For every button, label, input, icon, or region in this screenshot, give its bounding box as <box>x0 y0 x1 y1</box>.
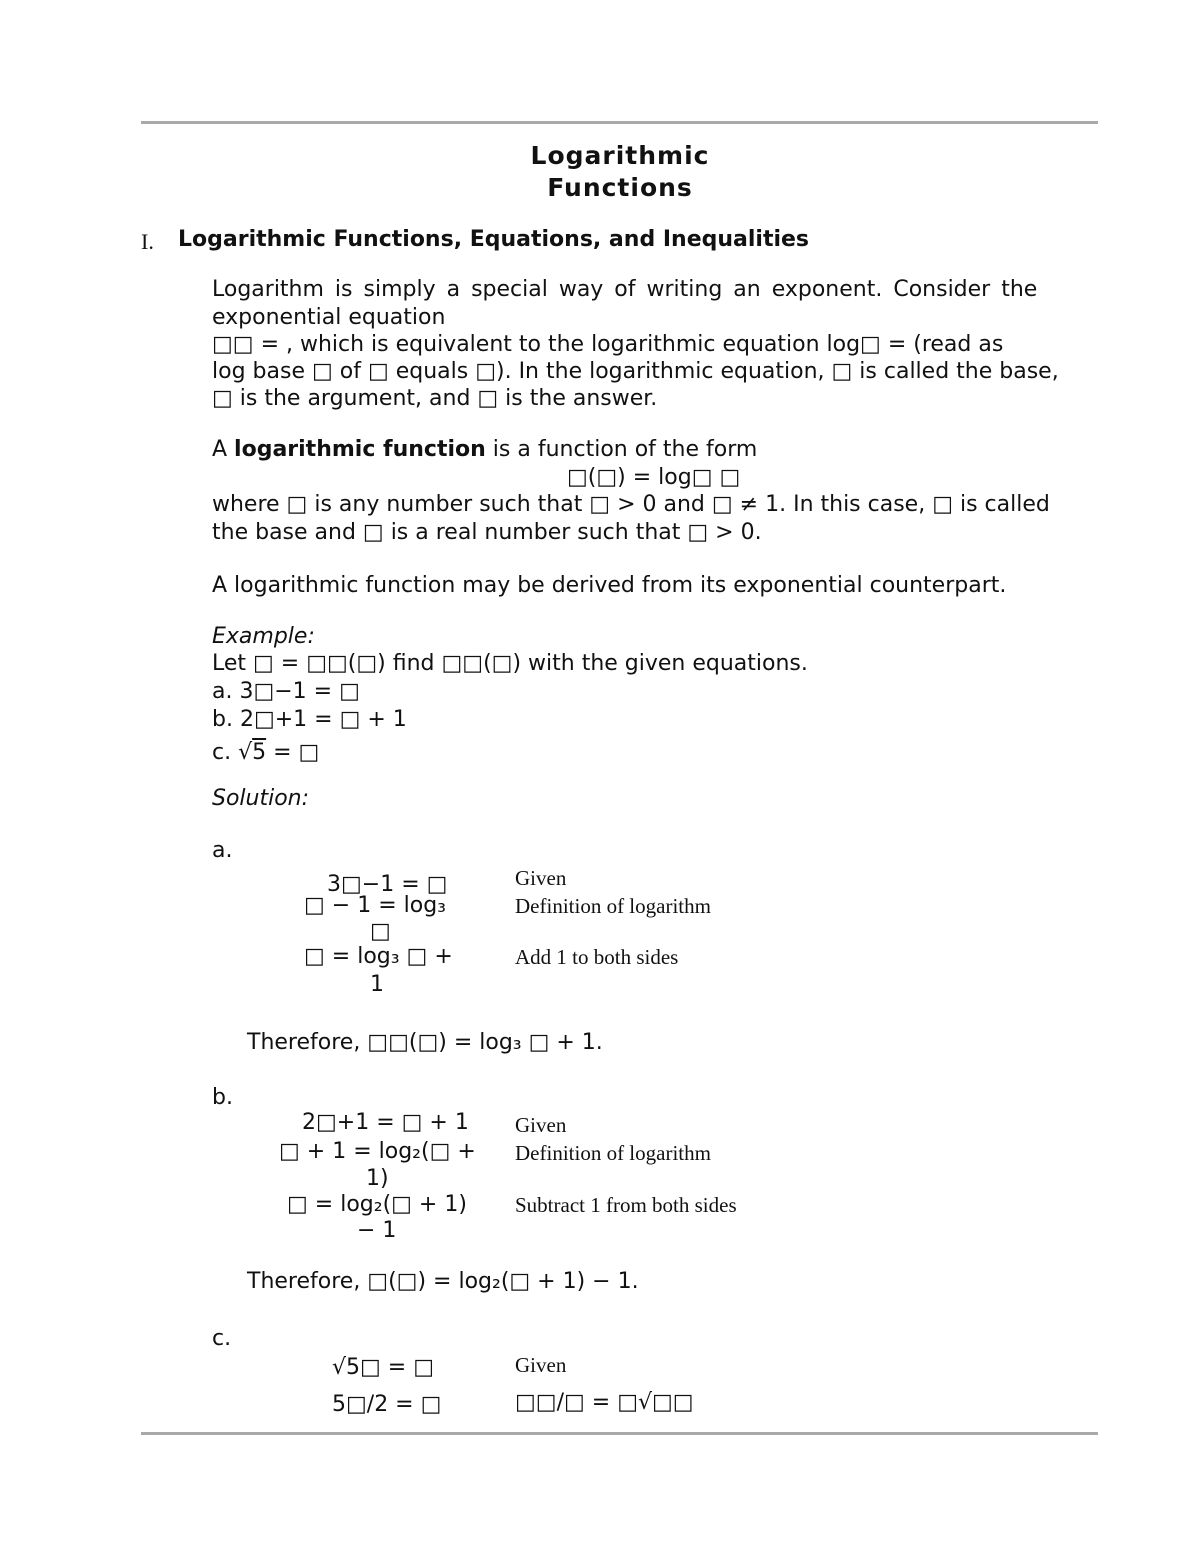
solution-a-therefore: Therefore, □□(□) = log₃ □ + 1. <box>247 1030 603 1055</box>
solution-c-step2: 5□/2 = □ <box>332 1392 442 1417</box>
solution-b-step3: □ = log₂(□ + 1) <box>287 1192 467 1217</box>
example-item-c-suffix: = □ <box>266 740 320 765</box>
example-item-c-prefix: c. √ <box>212 740 253 765</box>
solution-c-step1: √5□ = □ <box>332 1355 435 1380</box>
solution-a-reason2: Definition of logarithm <box>515 894 711 918</box>
section-numeral: I. <box>141 229 154 254</box>
definition-lead-b: is a function of the form <box>485 437 758 462</box>
intro-line-4: log base □ of □ equals □). In the logarithmic equation, □ is called the base, <box>212 359 1059 384</box>
definition-condition-1: where □ is any number such that □ > 0 and □ ≠ 1. In this case, □ is called <box>212 492 1050 517</box>
definition-formula: □(□) = log□ □ <box>567 465 741 490</box>
example-prompt: Let □ = □□(□) find □□(□) with the given equations. <box>212 651 808 676</box>
example-item-a: a. 3□−1 = □ <box>212 679 360 704</box>
solution-b-step3-wrap: − 1 <box>357 1218 397 1243</box>
intro-line-5: □ is the argument, and □ is the answer. <box>212 386 658 411</box>
solution-c-reason2: □□/□ = □√□□ <box>515 1390 694 1415</box>
solution-label: Solution: <box>212 786 310 811</box>
solution-c-label: c. <box>212 1326 232 1351</box>
derive-statement: A logarithmic function may be derived from its exponential counterpart. <box>212 573 1007 598</box>
definition-lead <box>212 437 757 462</box>
solution-a-label: a. <box>212 838 233 863</box>
solution-b-reason1: Given <box>515 1113 567 1137</box>
solution-a-reason3: Add 1 to both sides <box>515 945 679 969</box>
section-heading: Logarithmic Functions, Equations, and Inequalities <box>178 227 810 252</box>
solution-a-reason1: Given <box>515 866 567 890</box>
intro-line-1: Logarithm is simply a special way of writing an exponent. Consider the <box>212 277 1038 302</box>
example-item-b: b. 2□+1 = □ + 1 <box>212 707 407 732</box>
solution-b-therefore: Therefore, □(□) = log₂(□ + 1) − 1. <box>247 1269 639 1294</box>
solution-b-step2: □ + 1 = log₂(□ + <box>279 1139 476 1164</box>
page-title-line2: Functions <box>547 173 693 202</box>
bottom-rule <box>141 1432 1098 1435</box>
definition-term: logarithmic function <box>234 437 486 462</box>
solution-a-step2: □ − 1 = log₃ <box>304 893 446 918</box>
solution-b-label: b. <box>212 1085 233 1110</box>
solution-a-step1: 3□−1 = □ <box>327 872 448 897</box>
example-item-c-radicand: 5 <box>252 740 267 765</box>
solution-b-step1: 2□+1 = □ + 1 <box>302 1110 469 1135</box>
intro-line-3: □□ = , which is equivalent to the logarithmic equation log□ = (read as <box>212 332 1004 357</box>
solution-b-reason2: Definition of logarithm <box>515 1141 711 1165</box>
solution-c-reason1: Given <box>515 1353 567 1377</box>
page-title-line1: Logarithmic <box>530 141 710 170</box>
solution-a-step3: □ = log₃ □ + <box>304 944 453 969</box>
definition-condition-2: the base and □ is a real number such that □ > 0. <box>212 520 762 545</box>
solution-b-reason3: Subtract 1 from both sides <box>515 1193 737 1217</box>
solution-a-step3-wrap: 1 <box>370 972 384 997</box>
solution-b-step2-wrap: 1) <box>366 1166 389 1191</box>
top-rule <box>141 121 1098 124</box>
example-item-c <box>212 740 319 765</box>
solution-a-step2-wrap: □ <box>370 919 391 944</box>
example-label: Example: <box>212 624 315 649</box>
definition-lead-a: A <box>212 437 235 462</box>
intro-line-2: exponential equation <box>212 305 446 330</box>
